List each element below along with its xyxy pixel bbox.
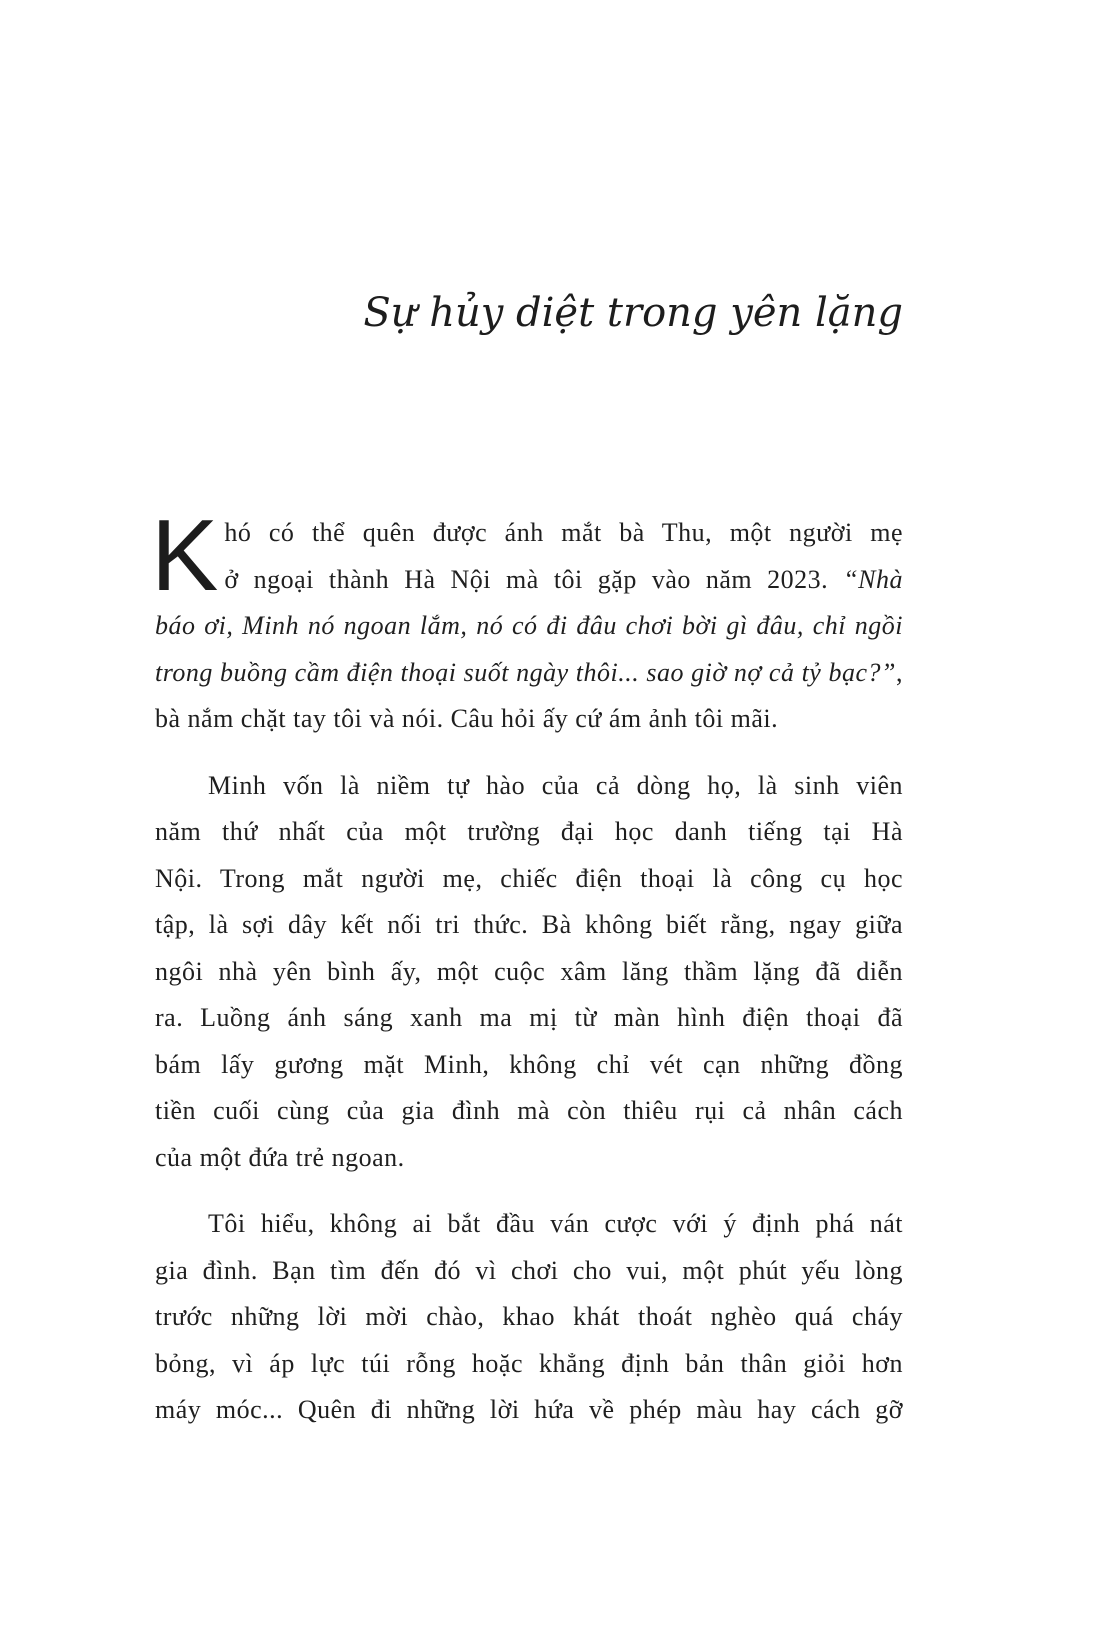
paragraph-text: ,	[896, 657, 903, 687]
paragraph-line: gia đình. Bạn tìm đến đó vì chơi cho vui, một phút yếu lòng	[155, 1255, 903, 1285]
quote-text: trong buồng cầm điện thoại suốt ngày thôi... sao giờ nợ cả tỷ bạc?”	[155, 657, 896, 687]
chapter-title: Sự hủy diệt trong yên lặng	[363, 290, 903, 336]
paragraph-gap	[155, 1181, 903, 1201]
paragraph-2	[155, 763, 903, 1182]
paragraph-line	[155, 650, 903, 697]
paragraph-line: ngôi nhà yên bình ấy, một cuộc xâm lăng thầm lặng đã diễn	[155, 956, 903, 986]
paragraph-gap	[155, 743, 903, 763]
paragraph-line: bám lấy gương mặt Minh, không chỉ vét cạn những đồng	[155, 1049, 903, 1079]
quote-line: báo ơi, Minh nó ngoan lắm, nó có đi đâu chơi bời gì đâu, chỉ ngồi	[155, 611, 903, 640]
paragraph-line: của một đứa trẻ ngoan.	[155, 1142, 405, 1172]
paragraph-line: Minh vốn là niềm tự hào của cả dòng họ, là sinh viên	[208, 770, 903, 800]
paragraph-text: ở ngoại thành Hà Nội mà tôi gặp vào năm 2023.	[224, 564, 844, 594]
body-text	[151, 500, 903, 1434]
paragraph-line: tập, là sợi dây kết nối tri thức. Bà không biết rằng, ngay giữa	[155, 910, 903, 939]
paragraph-1	[151, 500, 903, 743]
paragraph-line	[224, 557, 903, 604]
quote-text: “Nhà	[843, 564, 903, 594]
paragraph-line: trước những lời mời chào, khao khát thoát nghèo quá cháy	[155, 1302, 903, 1331]
paragraph-line: máy móc... Quên đi những lời hứa về phép màu hay cách gỡ	[155, 1395, 903, 1424]
paragraph-line: bỏng, vì áp lực túi rỗng hoặc khẳng định bản thân giỏi hơn	[155, 1348, 903, 1378]
paragraph-line: ra. Luồng ánh sáng xanh ma mị từ màn hình điện thoại đã	[155, 1003, 903, 1032]
paragraph-line: hó có thể quên được ánh mắt bà Thu, một người mẹ	[224, 518, 903, 547]
paragraph-line: Tôi hiểu, không ai bắt đầu ván cược với ý định phá nát	[208, 1209, 903, 1238]
drop-cap: K	[151, 500, 219, 612]
paragraph-3	[155, 1201, 903, 1434]
paragraph-line: năm thứ nhất của một trường đại học danh tiếng tại Hà	[155, 817, 903, 846]
paragraph-line: bà nắm chặt tay tôi và nói. Câu hỏi ấy cứ ám ảnh tôi mãi.	[155, 704, 779, 733]
paragraph-line: Nội. Trong mắt người mẹ, chiếc điện thoại là công cụ học	[155, 863, 903, 893]
paragraph-line: tiền cuối cùng của gia đình mà còn thiêu rụi cả nhân cách	[155, 1096, 903, 1125]
